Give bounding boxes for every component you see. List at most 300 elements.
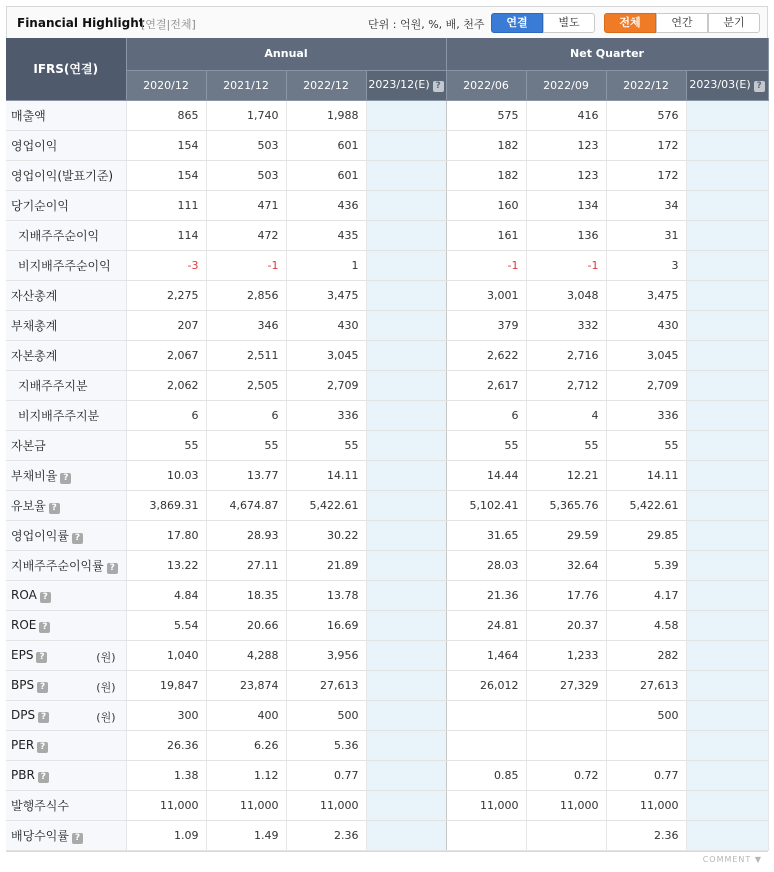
table-row [6,640,768,670]
table-cell [366,520,446,550]
row-label-cell [6,610,126,640]
table-cell: 34 [606,190,686,220]
period-label: 2022/12 [623,78,669,92]
table-cell: 6.26 [206,730,286,760]
table-cell [686,340,768,370]
table-cell: 3,869.31 [126,490,206,520]
help-icon[interactable]: ? [60,473,71,484]
table-cell: 6 [206,400,286,430]
help-icon[interactable]: ? [37,742,48,753]
consolidation-toggle [491,13,595,33]
row-label: 비지배주주지분 [18,408,100,423]
table-cell: 14.11 [606,460,686,490]
help-icon[interactable]: ? [107,563,118,574]
help-icon[interactable]: ? [40,592,51,603]
table-cell: 123 [526,130,606,160]
table-cell: 31.65 [446,520,526,550]
table-cell [366,610,446,640]
table-cell: 1 [286,250,366,280]
row-label: PER [11,737,35,752]
table-cell: 21.36 [446,580,526,610]
table-row [6,730,768,760]
table-row [6,490,768,520]
table-row [6,340,768,370]
table-row [6,100,768,130]
table-row [6,580,768,610]
table-cell: 29.85 [606,520,686,550]
table-cell: -1 [446,250,526,280]
financial-highlight-panel [6,6,768,867]
table-cell: 55 [126,430,206,460]
table-cell [446,700,526,730]
row-label-cell [6,430,126,460]
table-cell: 55 [526,430,606,460]
table-cell: 435 [286,220,366,250]
table-cell: 0.72 [526,760,606,790]
row-label-cell [6,580,126,610]
table-cell: 6 [446,400,526,430]
period-label: 2023/12(E) [368,78,430,91]
tab-quarterly[interactable]: 분기 [708,13,760,33]
row-label: 지배주주지분 [18,378,88,393]
table-cell: 28.03 [446,550,526,580]
table-row [6,250,768,280]
table-cell [686,490,768,520]
table-cell: 1,988 [286,100,366,130]
table-cell: 0.85 [446,760,526,790]
table-cell: 160 [446,190,526,220]
table-cell: 27,329 [526,670,606,700]
financial-table [6,38,769,851]
row-label-cell [6,700,126,730]
table-cell: 2,709 [286,370,366,400]
table-cell: 11,000 [126,790,206,820]
table-cell [366,580,446,610]
table-cell [686,730,768,760]
period-label: 2023/03(E) [689,78,751,91]
row-label-cell [6,550,126,580]
table-cell [686,520,768,550]
row-label: 영업이익 [11,138,58,153]
row-unit: (원) [96,680,116,694]
help-icon[interactable]: ? [72,533,83,544]
table-cell: 2,505 [206,370,286,400]
table-cell: 24.81 [446,610,526,640]
table-cell [686,700,768,730]
help-icon[interactable]: ? [39,622,50,633]
table-cell: 11,000 [446,790,526,820]
table-cell: 20.66 [206,610,286,640]
row-label: 지배주주순이익 [18,228,100,243]
table-cell: 1,740 [206,100,286,130]
table-cell: 182 [446,160,526,190]
table-cell: 154 [126,130,206,160]
table-cell [366,100,446,130]
table-cell: 5,422.61 [286,490,366,520]
table-cell: 172 [606,160,686,190]
row-label: EPS [11,647,34,662]
table-cell: 27.11 [206,550,286,580]
table-cell: 4.84 [126,580,206,610]
table-cell: 400 [206,700,286,730]
table-cell: 32.64 [526,550,606,580]
table-cell: 472 [206,220,286,250]
table-cell: 282 [606,640,686,670]
table-cell: 3,475 [286,280,366,310]
help-icon[interactable]: ? [38,712,49,723]
table-cell [606,730,686,760]
table-cell: 55 [606,430,686,460]
table-cell: 5,102.41 [446,490,526,520]
table-cell: 2,617 [446,370,526,400]
table-cell [686,610,768,640]
period-label: 2020/12 [143,78,189,92]
table-cell: -1 [526,250,606,280]
table-cell [366,460,446,490]
table-cell: 576 [606,100,686,130]
table-cell: 5.36 [286,730,366,760]
period-label: 2022/09 [543,78,589,92]
group-header-net-quarter: Net Quarter [446,38,768,70]
table-cell: 172 [606,130,686,160]
table-cell: 55 [446,430,526,460]
table-cell: 11,000 [526,790,606,820]
table-cell [686,760,768,790]
panel-footer [6,851,768,867]
table-cell: 2,511 [206,340,286,370]
tab-consolidated[interactable]: 연결 [491,13,543,33]
table-cell: 3,045 [286,340,366,370]
table-cell: 379 [446,310,526,340]
table-cell: 161 [446,220,526,250]
help-icon[interactable]: ? [38,772,49,783]
table-cell: 0.77 [286,760,366,790]
table-cell [686,790,768,820]
table-cell [366,550,446,580]
table-cell [366,400,446,430]
table-cell [366,220,446,250]
period-header [206,70,286,100]
table-cell: 29.59 [526,520,606,550]
row-label: 영업이익률 [11,528,69,543]
period-header [606,70,686,100]
period-header [686,70,768,100]
table-cell: 5.54 [126,610,206,640]
table-cell [366,430,446,460]
row-label: DPS [11,707,36,722]
table-cell [686,310,768,340]
table-row [6,370,768,400]
row-label-cell [6,520,126,550]
row-label-cell [6,100,126,130]
table-cell: 436 [286,190,366,220]
table-cell [366,340,446,370]
table-cell [526,820,606,850]
tab-annual[interactable]: 연간 [656,13,708,33]
table-cell: 503 [206,160,286,190]
row-label: 매출액 [11,108,46,123]
table-cell: 17.80 [126,520,206,550]
table-cell: 300 [126,700,206,730]
table-cell: 503 [206,130,286,160]
table-cell: 2.36 [286,820,366,850]
row-label: PBR [11,767,35,782]
row-label: BPS [11,677,35,692]
table-cell: 13.77 [206,460,286,490]
period-header [366,70,446,100]
table-cell: 4.58 [606,610,686,640]
table-cell: 134 [526,190,606,220]
table-cell: 500 [286,700,366,730]
table-row [6,820,768,850]
table-cell: 26,012 [446,670,526,700]
table-cell: 21.89 [286,550,366,580]
row-label-cell [6,730,126,760]
table-cell: 4,674.87 [206,490,286,520]
table-cell [366,190,446,220]
table-cell: 30.22 [286,520,366,550]
row-label-cell [6,220,126,250]
table-row [6,760,768,790]
table-cell: 332 [526,310,606,340]
table-cell: 111 [126,190,206,220]
table-cell [366,760,446,790]
table-row [6,400,768,430]
row-label: 자본금 [11,438,46,453]
help-icon[interactable]: ? [433,81,444,92]
period-label: 2022/12 [303,78,349,92]
period-header [526,70,606,100]
table-cell [686,160,768,190]
panel-title: Financial Highlight [17,16,145,30]
table-cell [526,700,606,730]
table-cell: 154 [126,160,206,190]
table-cell: 0.77 [606,760,686,790]
table-cell: 2,716 [526,340,606,370]
table-cell: 601 [286,160,366,190]
table-cell: 430 [286,310,366,340]
unit-label: 단위 : 억원, %, 배, 천주 [368,18,485,31]
row-label-cell [6,790,126,820]
table-cell: 6 [126,400,206,430]
table-cell [686,670,768,700]
period-header [126,70,206,100]
table-cell: 23,874 [206,670,286,700]
table-cell: 55 [206,430,286,460]
table-cell: 1.49 [206,820,286,850]
table-cell: 3,001 [446,280,526,310]
table-cell: 5,422.61 [606,490,686,520]
period-header [446,70,526,100]
table-cell [366,790,446,820]
panel-header [6,6,768,38]
table-cell [366,670,446,700]
table-row [6,790,768,820]
row-label-cell [6,370,126,400]
row-label-cell [6,130,126,160]
table-cell: 3,045 [606,340,686,370]
table-cell [366,370,446,400]
period-header [286,70,366,100]
period-label: 2022/06 [463,78,509,92]
group-header-annual: Annual [126,38,446,70]
table-cell [366,490,446,520]
table-cell [366,130,446,160]
table-cell: 346 [206,310,286,340]
table-cell: 4 [526,400,606,430]
table-row [6,130,768,160]
table-cell [686,430,768,460]
help-icon[interactable]: ? [36,652,47,663]
table-cell: 18.35 [206,580,286,610]
table-cell: 3 [606,250,686,280]
table-cell [526,730,606,760]
row-label-cell [6,760,126,790]
table-cell: 3,048 [526,280,606,310]
table-cell: 1.09 [126,820,206,850]
table-cell: 11,000 [606,790,686,820]
table-cell [366,250,446,280]
table-cell: 17.76 [526,580,606,610]
table-cell [366,280,446,310]
row-label: 비지배주주순이익 [18,258,111,273]
table-cell [686,250,768,280]
table-cell: 13.22 [126,550,206,580]
table-cell [446,820,526,850]
table-cell: 12.21 [526,460,606,490]
table-row [6,460,768,490]
row-label: 배당수익률 [11,828,69,843]
table-row [6,550,768,580]
table-row [6,310,768,340]
table-cell [686,820,768,850]
table-cell [366,730,446,760]
corner-header: IFRS(연결) [6,38,126,100]
table-cell: 500 [606,700,686,730]
row-label-cell [6,280,126,310]
table-cell: 1,233 [526,640,606,670]
row-label-cell [6,820,126,850]
help-icon[interactable]: ? [72,833,83,844]
table-cell [686,130,768,160]
table-cell: 20.37 [526,610,606,640]
table-cell: 416 [526,100,606,130]
table-cell: 123 [526,160,606,190]
table-cell: 31 [606,220,686,250]
table-cell: 11,000 [286,790,366,820]
table-cell: 16.69 [286,610,366,640]
row-label: 부채비율 [11,468,58,483]
table-cell [686,190,768,220]
table-cell: 601 [286,130,366,160]
table-cell: 3,475 [606,280,686,310]
table-cell: 26.36 [126,730,206,760]
table-cell: 2,622 [446,340,526,370]
table-cell [686,640,768,670]
row-label: 영업이익(발표기준) [11,168,114,183]
table-cell: 27,613 [286,670,366,700]
row-label: 발행주식수 [11,798,69,813]
table-cell [686,550,768,580]
help-icon[interactable]: ? [37,682,48,693]
row-label-cell [6,160,126,190]
table-cell: 14.11 [286,460,366,490]
table-cell: 4.17 [606,580,686,610]
table-row [6,190,768,220]
table-row [6,610,768,640]
table-cell: 5.39 [606,550,686,580]
table-cell [366,640,446,670]
table-cell: 336 [286,400,366,430]
row-label-cell [6,250,126,280]
tab-all[interactable]: 전체 [604,13,656,33]
table-cell [686,580,768,610]
row-label: 당기순이익 [11,198,69,213]
help-icon[interactable]: ? [754,81,765,92]
table-cell: 14.44 [446,460,526,490]
table-cell: 2,712 [526,370,606,400]
table-cell [366,310,446,340]
table-cell: 28.93 [206,520,286,550]
table-cell: 19,847 [126,670,206,700]
period-toggle [604,13,760,33]
table-cell: 10.03 [126,460,206,490]
table-cell: -1 [206,250,286,280]
period-label: 2021/12 [223,78,269,92]
table-cell: 136 [526,220,606,250]
table-cell [686,370,768,400]
table-cell: 430 [606,310,686,340]
table-cell: 1.12 [206,760,286,790]
table-cell: 1,040 [126,640,206,670]
table-cell [366,820,446,850]
row-label-cell [6,490,126,520]
row-label: ROE [11,617,37,632]
table-cell: 2.36 [606,820,686,850]
row-label: ROA [11,587,37,602]
table-cell: 2,709 [606,370,686,400]
table-row [6,220,768,250]
table-row [6,430,768,460]
table-cell: 865 [126,100,206,130]
tab-separate[interactable]: 별도 [543,13,595,33]
row-label-cell [6,460,126,490]
table-cell: 5,365.76 [526,490,606,520]
table-cell: 2,067 [126,340,206,370]
row-label-cell [6,340,126,370]
table-cell: 4,288 [206,640,286,670]
table-cell: 575 [446,100,526,130]
row-label-cell [6,640,126,670]
table-cell: 471 [206,190,286,220]
row-label-cell [6,670,126,700]
row-label: 지배주주순이익률 [11,558,104,573]
table-row [6,670,768,700]
table-cell: 1.38 [126,760,206,790]
table-row [6,520,768,550]
table-cell: 2,062 [126,370,206,400]
table-cell: 2,856 [206,280,286,310]
table-cell [686,460,768,490]
row-label: 유보율 [11,498,46,513]
help-icon[interactable]: ? [49,503,60,514]
table-cell: 27,613 [606,670,686,700]
table-row [6,280,768,310]
table-cell: 114 [126,220,206,250]
table-cell [686,280,768,310]
table-cell: 13.78 [286,580,366,610]
comment-toggle[interactable]: COMMENT ▼ [702,854,762,864]
